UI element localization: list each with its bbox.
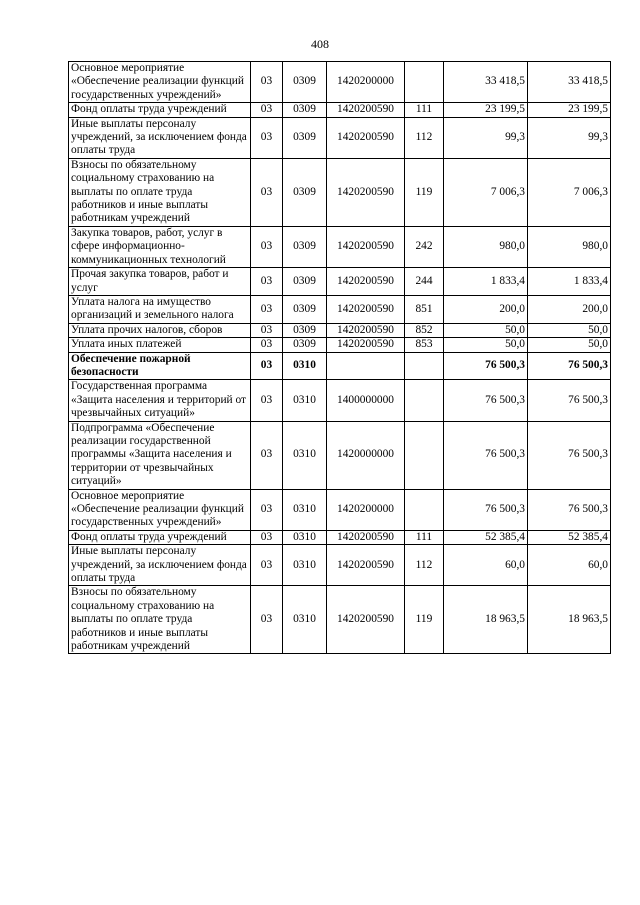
row-amount-cell: 60,0 bbox=[444, 545, 528, 586]
row-subsection-cell: 0309 bbox=[283, 338, 327, 352]
row-amount-cell: 76 500,3 bbox=[444, 421, 528, 489]
row-name-cell: Иные выплаты персоналу учреждений, за исключением фонда оплаты труда bbox=[69, 117, 251, 158]
table-row bbox=[69, 158, 611, 226]
row-amount-total-cell: 99,3 bbox=[528, 117, 611, 158]
row-subsection-cell: 0310 bbox=[283, 545, 327, 586]
row-amount-cell: 7 006,3 bbox=[444, 158, 528, 226]
row-expense-type-cell: 112 bbox=[405, 117, 444, 158]
row-target-article-cell: 1420200590 bbox=[327, 117, 405, 158]
row-target-article-cell: 1420200000 bbox=[327, 489, 405, 530]
row-name-cell: Закупка товаров, работ, услуг в сфере информационно-коммуникационных технологий bbox=[69, 226, 251, 267]
row-amount-total-cell: 76 500,3 bbox=[528, 380, 611, 421]
row-section-cell: 03 bbox=[251, 226, 283, 267]
row-amount-total-cell: 18 963,5 bbox=[528, 586, 611, 654]
page-number: 408 bbox=[311, 37, 329, 51]
table-row bbox=[69, 62, 611, 103]
row-section-cell: 03 bbox=[251, 380, 283, 421]
row-amount-total-cell: 1 833,4 bbox=[528, 268, 611, 296]
row-name-cell: Взносы по обязательному социальному страхованию на выплаты по оплате труда работников и иные выплаты работникам учреждений bbox=[69, 158, 251, 226]
table-row bbox=[69, 421, 611, 489]
row-subsection-cell: 0309 bbox=[283, 62, 327, 103]
table-row bbox=[69, 380, 611, 421]
row-target-article-cell: 1400000000 bbox=[327, 380, 405, 421]
row-target-article-cell: 1420200590 bbox=[327, 338, 405, 352]
table-row bbox=[69, 530, 611, 544]
table-row bbox=[69, 586, 611, 654]
table-row bbox=[69, 352, 611, 380]
row-subsection-cell: 0310 bbox=[283, 380, 327, 421]
row-amount-cell: 200,0 bbox=[444, 295, 528, 323]
row-subsection-cell: 0309 bbox=[283, 226, 327, 267]
row-target-article-cell: 1420200590 bbox=[327, 323, 405, 337]
row-expense-type-cell bbox=[405, 421, 444, 489]
row-amount-cell: 76 500,3 bbox=[444, 489, 528, 530]
row-subsection-cell: 0310 bbox=[283, 530, 327, 544]
row-target-article-cell: 1420200590 bbox=[327, 268, 405, 296]
row-expense-type-cell bbox=[405, 489, 444, 530]
row-expense-type-cell: 112 bbox=[405, 545, 444, 586]
row-expense-type-cell: 852 bbox=[405, 323, 444, 337]
row-expense-type-cell: 111 bbox=[405, 103, 444, 117]
row-amount-total-cell: 52 385,4 bbox=[528, 530, 611, 544]
budget-table bbox=[68, 61, 611, 654]
row-target-article-cell: 1420200590 bbox=[327, 226, 405, 267]
row-section-cell: 03 bbox=[251, 421, 283, 489]
row-name-cell: Обеспечение пожарной безопасности bbox=[69, 352, 251, 380]
row-name-cell: Взносы по обязательному социальному страхованию на выплаты по оплате труда работников и иные выплаты работникам учреждений bbox=[69, 586, 251, 654]
row-section-cell: 03 bbox=[251, 489, 283, 530]
row-amount-total-cell: 76 500,3 bbox=[528, 489, 611, 530]
table-row bbox=[69, 295, 611, 323]
row-expense-type-cell bbox=[405, 380, 444, 421]
row-target-article-cell: 1420200590 bbox=[327, 545, 405, 586]
row-section-cell: 03 bbox=[251, 338, 283, 352]
table-row bbox=[69, 226, 611, 267]
table-row bbox=[69, 489, 611, 530]
row-amount-cell: 52 385,4 bbox=[444, 530, 528, 544]
table-row bbox=[69, 268, 611, 296]
row-amount-total-cell: 76 500,3 bbox=[528, 421, 611, 489]
row-section-cell: 03 bbox=[251, 62, 283, 103]
budget-table-body bbox=[69, 62, 611, 654]
row-expense-type-cell: 119 bbox=[405, 158, 444, 226]
row-subsection-cell: 0309 bbox=[283, 295, 327, 323]
row-amount-total-cell: 200,0 bbox=[528, 295, 611, 323]
row-amount-total-cell: 60,0 bbox=[528, 545, 611, 586]
row-amount-cell: 76 500,3 bbox=[444, 352, 528, 380]
row-section-cell: 03 bbox=[251, 545, 283, 586]
row-subsection-cell: 0309 bbox=[283, 268, 327, 296]
row-amount-total-cell: 980,0 bbox=[528, 226, 611, 267]
row-section-cell: 03 bbox=[251, 586, 283, 654]
row-amount-cell: 50,0 bbox=[444, 323, 528, 337]
row-subsection-cell: 0310 bbox=[283, 586, 327, 654]
row-name-cell: Подпрограмма «Обеспечение реализации государственной программы «Защита населения и территории от чрезвычайных ситуаций» bbox=[69, 421, 251, 489]
row-subsection-cell: 0310 bbox=[283, 421, 327, 489]
row-amount-total-cell: 76 500,3 bbox=[528, 352, 611, 380]
row-section-cell: 03 bbox=[251, 530, 283, 544]
row-subsection-cell: 0309 bbox=[283, 158, 327, 226]
row-amount-total-cell: 33 418,5 bbox=[528, 62, 611, 103]
row-amount-total-cell: 50,0 bbox=[528, 323, 611, 337]
row-target-article-cell: 1420200590 bbox=[327, 586, 405, 654]
row-amount-cell: 18 963,5 bbox=[444, 586, 528, 654]
row-target-article-cell: 1420200590 bbox=[327, 530, 405, 544]
row-name-cell: Иные выплаты персоналу учреждений, за исключением фонда оплаты труда bbox=[69, 545, 251, 586]
row-target-article-cell: 1420200590 bbox=[327, 295, 405, 323]
row-name-cell: Уплата иных платежей bbox=[69, 338, 251, 352]
row-subsection-cell: 0310 bbox=[283, 352, 327, 380]
row-name-cell: Государственная программа «Защита населения и территорий от чрезвычайных ситуаций» bbox=[69, 380, 251, 421]
row-target-article-cell: 1420200590 bbox=[327, 103, 405, 117]
row-subsection-cell: 0309 bbox=[283, 103, 327, 117]
row-amount-cell: 50,0 bbox=[444, 338, 528, 352]
row-name-cell: Уплата прочих налогов, сборов bbox=[69, 323, 251, 337]
row-expense-type-cell bbox=[405, 62, 444, 103]
row-subsection-cell: 0309 bbox=[283, 117, 327, 158]
row-target-article-cell: 1420200590 bbox=[327, 158, 405, 226]
row-expense-type-cell: 242 bbox=[405, 226, 444, 267]
row-target-article-cell bbox=[327, 352, 405, 380]
row-expense-type-cell: 851 bbox=[405, 295, 444, 323]
row-name-cell: Фонд оплаты труда учреждений bbox=[69, 103, 251, 117]
row-amount-total-cell: 23 199,5 bbox=[528, 103, 611, 117]
row-name-cell: Основное мероприятие «Обеспечение реализации функций государственных учреждений» bbox=[69, 489, 251, 530]
row-amount-cell: 980,0 bbox=[444, 226, 528, 267]
row-amount-cell: 1 833,4 bbox=[444, 268, 528, 296]
row-amount-cell: 23 199,5 bbox=[444, 103, 528, 117]
row-target-article-cell: 1420200000 bbox=[327, 62, 405, 103]
row-section-cell: 03 bbox=[251, 103, 283, 117]
row-name-cell: Прочая закупка товаров, работ и услуг bbox=[69, 268, 251, 296]
row-section-cell: 03 bbox=[251, 158, 283, 226]
row-amount-total-cell: 50,0 bbox=[528, 338, 611, 352]
row-section-cell: 03 bbox=[251, 295, 283, 323]
row-section-cell: 03 bbox=[251, 352, 283, 380]
row-name-cell: Основное мероприятие «Обеспечение реализации функций государственных учреждений» bbox=[69, 62, 251, 103]
row-expense-type-cell bbox=[405, 352, 444, 380]
row-section-cell: 03 bbox=[251, 268, 283, 296]
row-amount-cell: 76 500,3 bbox=[444, 380, 528, 421]
row-expense-type-cell: 244 bbox=[405, 268, 444, 296]
row-subsection-cell: 0309 bbox=[283, 323, 327, 337]
row-amount-cell: 33 418,5 bbox=[444, 62, 528, 103]
table-row bbox=[69, 545, 611, 586]
row-name-cell: Уплата налога на имущество организаций и земельного налога bbox=[69, 295, 251, 323]
row-section-cell: 03 bbox=[251, 323, 283, 337]
row-amount-total-cell: 7 006,3 bbox=[528, 158, 611, 226]
row-expense-type-cell: 119 bbox=[405, 586, 444, 654]
row-target-article-cell: 1420000000 bbox=[327, 421, 405, 489]
row-section-cell: 03 bbox=[251, 117, 283, 158]
row-amount-cell: 99,3 bbox=[444, 117, 528, 158]
row-expense-type-cell: 853 bbox=[405, 338, 444, 352]
row-subsection-cell: 0310 bbox=[283, 489, 327, 530]
table-row bbox=[69, 117, 611, 158]
table-row bbox=[69, 323, 611, 337]
row-name-cell: Фонд оплаты труда учреждений bbox=[69, 530, 251, 544]
table-row bbox=[69, 103, 611, 117]
table-row bbox=[69, 338, 611, 352]
row-expense-type-cell: 111 bbox=[405, 530, 444, 544]
